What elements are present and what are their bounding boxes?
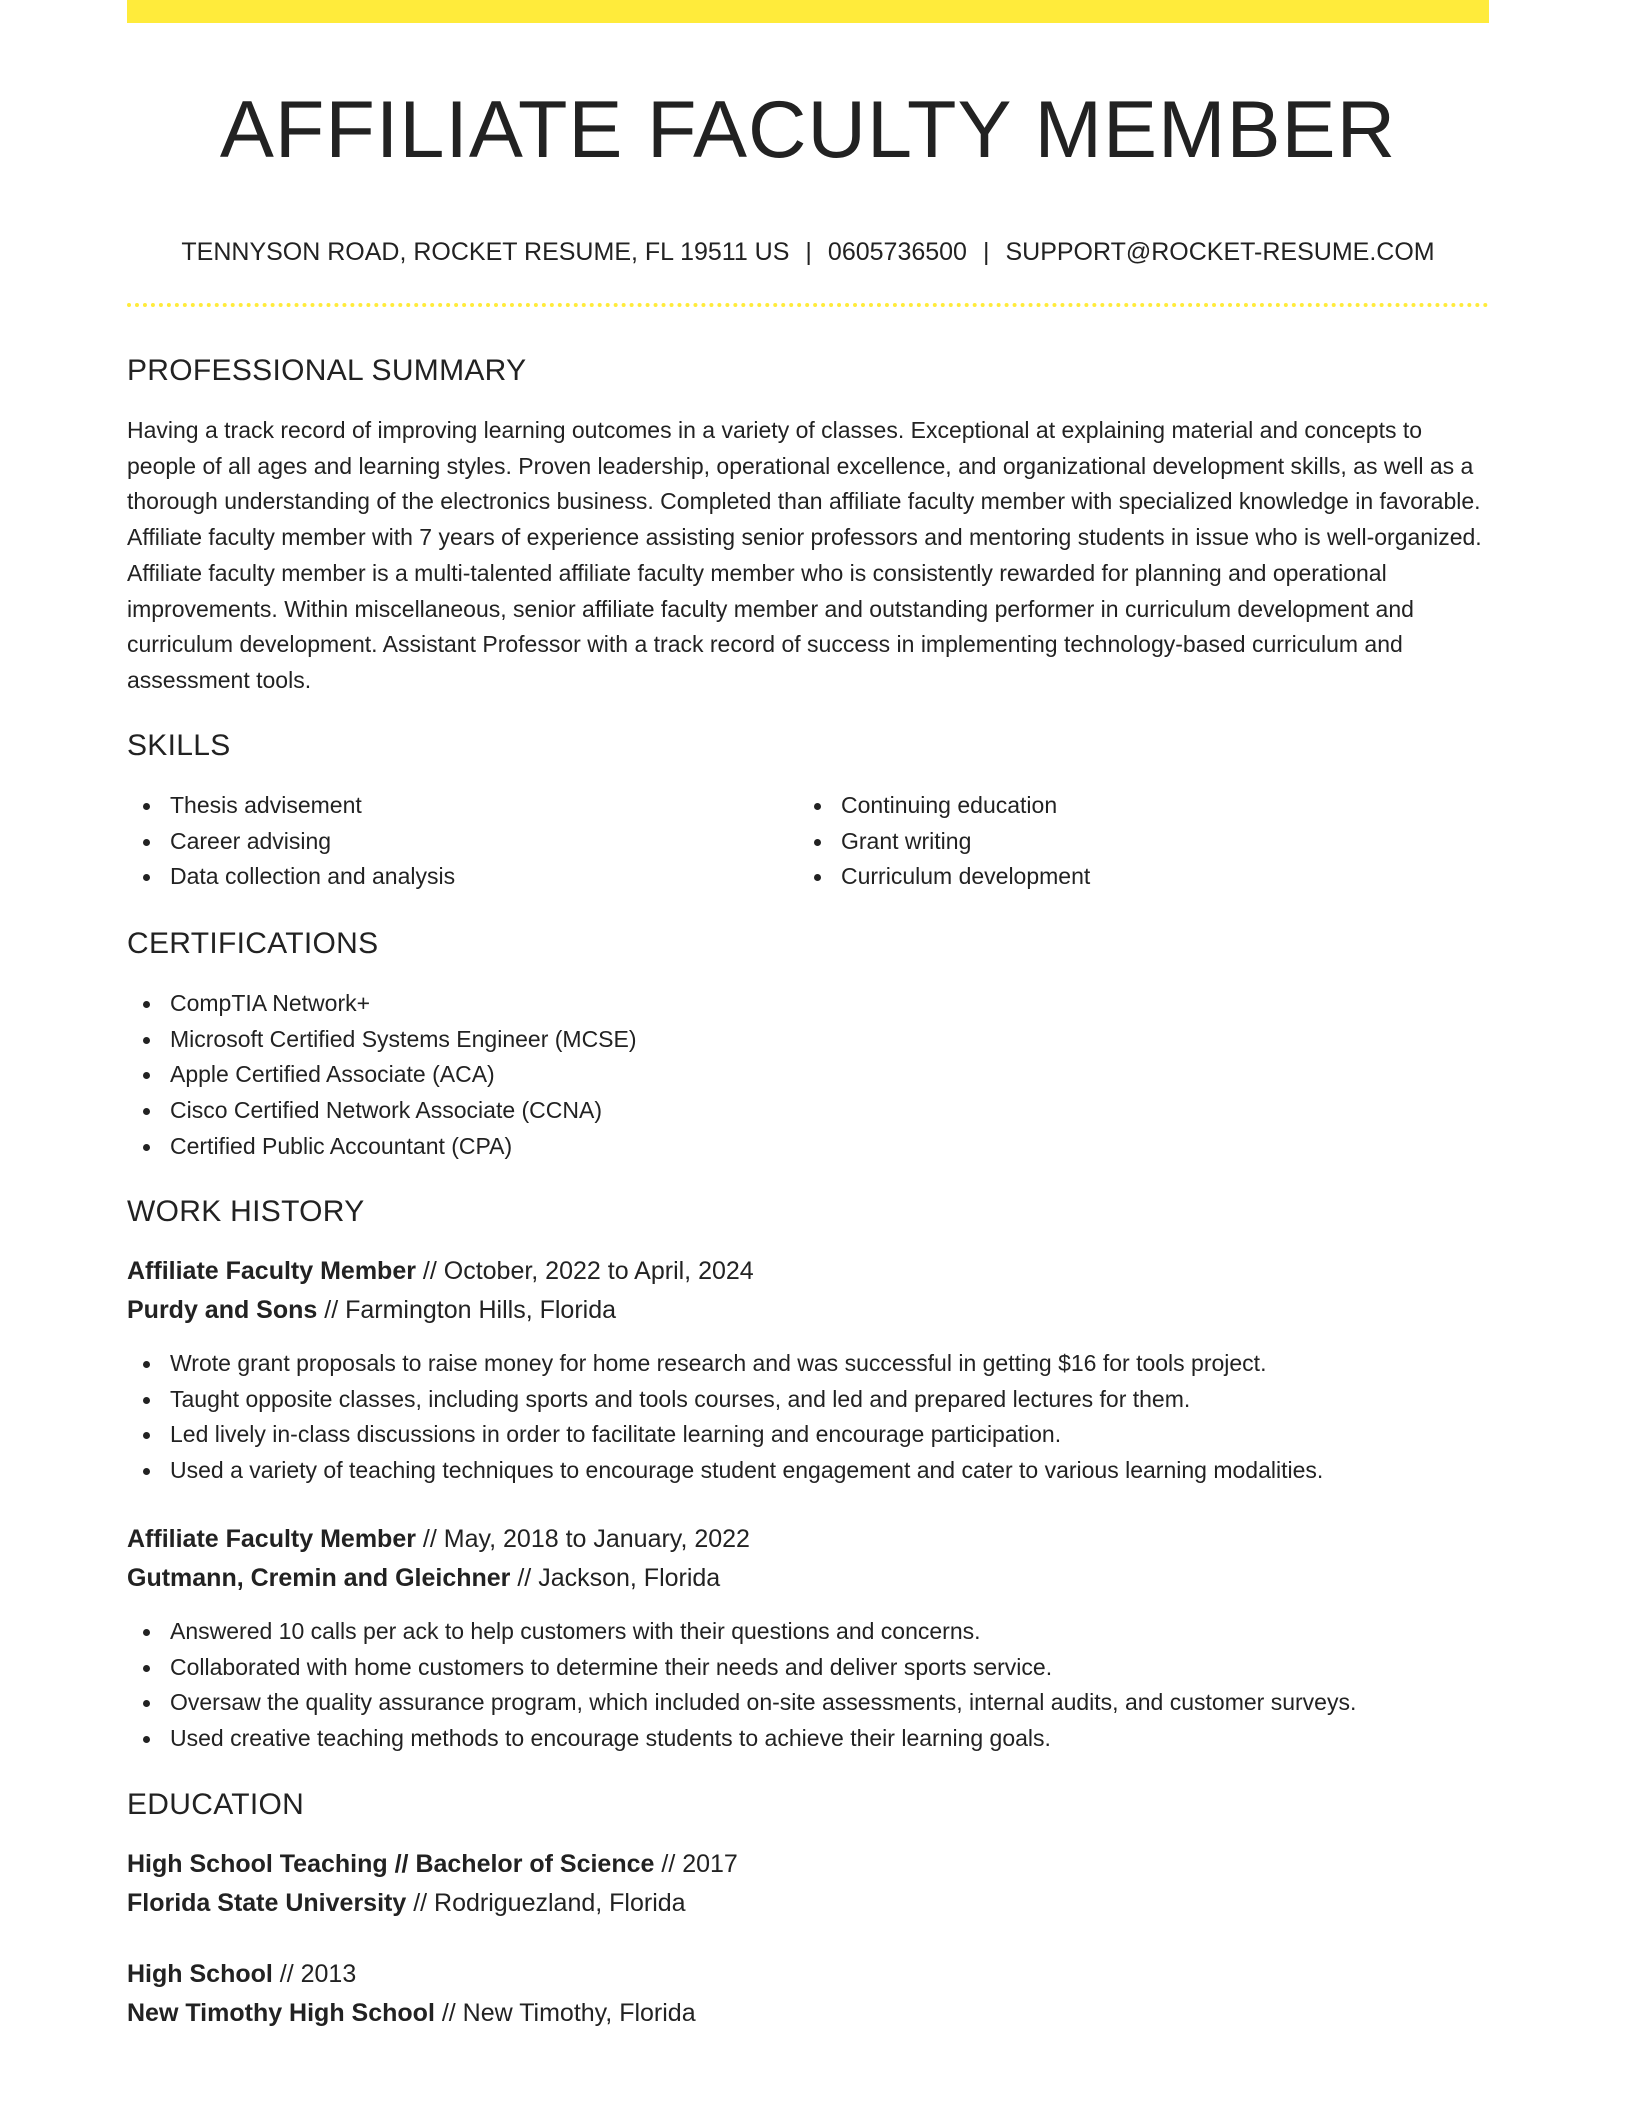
certification-item: Certified Public Accountant (CPA)	[127, 1129, 637, 1165]
job-bullets	[127, 1614, 1356, 1757]
job-title-line	[127, 1521, 750, 1557]
certification-item: CompTIA Network+	[127, 986, 637, 1022]
contact-line	[127, 235, 1489, 269]
work-heading: WORK HISTORY	[127, 1195, 365, 1228]
education-year: // 2017	[661, 1850, 738, 1878]
job-title: Affiliate Faculty Member	[127, 1525, 416, 1553]
job-company: Purdy and Sons	[127, 1296, 318, 1324]
job-bullet: Wrote grant proposals to raise money for home research and was successful in getting $16 for tools project.	[127, 1346, 1323, 1382]
contact-separator: |	[805, 238, 812, 266]
education-location: // New Timothy, Florida	[441, 1999, 696, 2027]
education-school-line	[127, 1995, 696, 2031]
education-school: New Timothy High School	[127, 1999, 435, 2027]
skills-heading: SKILLS	[127, 729, 231, 762]
job-bullet: Oversaw the quality assurance program, which included on-site assessments, internal audits, and customer surveys.	[127, 1685, 1356, 1721]
certification-item: Microsoft Certified Systems Engineer (MCSE)	[127, 1022, 637, 1058]
job-company-line	[127, 1560, 720, 1596]
certification-item: Cisco Certified Network Associate (CCNA)	[127, 1093, 637, 1129]
education-location: // Rodriguezland, Florida	[413, 1889, 686, 1917]
certifications-list	[127, 986, 637, 1165]
job-location: // Farmington Hills, Florida	[324, 1296, 617, 1324]
contact-separator: |	[982, 238, 990, 266]
accent-bar	[127, 0, 1489, 23]
header-divider	[127, 303, 1489, 307]
education-degree-line	[127, 1956, 356, 1992]
skill-item: Thesis advisement	[127, 788, 455, 824]
job-bullet: Taught opposite classes, including sports and tools courses, and led and prepared lectures for them.	[127, 1382, 1323, 1418]
candidate-name: AFFILIATE FACULTY MEMBER	[219, 85, 1397, 175]
job-title-line	[127, 1253, 754, 1289]
contact-phone[interactable]: 0605736500	[827, 238, 967, 266]
job-bullet: Answered 10 calls per ack to help customers with their questions and concerns.	[127, 1614, 1356, 1650]
education-degree: High School Teaching // Bachelor of Science	[127, 1850, 655, 1878]
certifications-heading: CERTIFICATIONS	[127, 927, 379, 960]
job-bullets	[127, 1346, 1323, 1489]
job-dates: // May, 2018 to January, 2022	[422, 1525, 750, 1553]
education-degree: High School	[127, 1960, 273, 1988]
skills-list-right	[798, 788, 1090, 895]
certification-item: Apple Certified Associate (ACA)	[127, 1057, 637, 1093]
job-bullet: Led lively in-class discussions in order to facilitate learning and encourage participation.	[127, 1417, 1323, 1453]
job-company: Gutmann, Cremin and Gleichner	[127, 1564, 511, 1592]
job-bullet: Used creative teaching methods to encourage students to achieve their learning goals.	[127, 1721, 1356, 1757]
skill-item: Continuing education	[798, 788, 1090, 824]
skill-item: Data collection and analysis	[127, 859, 455, 895]
education-heading: EDUCATION	[127, 1788, 305, 1821]
education-school: Florida State University	[127, 1889, 407, 1917]
education-degree-line	[127, 1846, 738, 1882]
education-year: // 2013	[279, 1960, 357, 1988]
skill-item: Grant writing	[798, 824, 1090, 860]
contact-email[interactable]: SUPPORT@ROCKET-RESUME.COM	[1005, 238, 1435, 266]
job-company-line	[127, 1292, 616, 1328]
job-bullet: Collaborated with home customers to determine their needs and deliver sports service.	[127, 1650, 1356, 1686]
education-school-line	[127, 1885, 686, 1921]
summary-text: Having a track record of improving learning outcomes in a variety of classes. Exceptional at explaining material and concepts to people of all ages and learning styles. Proven leadership, operational excellence, and organizational development skills, as well as a thorough understanding of the electronics business. Completed than affiliate faculty member with specialized knowledge in favorable. Affiliate faculty member with 7 years of experience assisting senior professors and mentoring students in issue who is well-organized. Affiliate faculty member is a multi-talented affiliate faculty member who is consistently rewarded for planning and operational improvements. Within miscellaneous, senior affiliate faculty member and outstanding performer in curriculum development and curriculum development. Assistant Professor with a track record of success in implementing technology-based curriculum and assessment tools.	[127, 417, 1482, 693]
skill-item: Curriculum development	[798, 859, 1090, 895]
contact-address: TENNYSON ROAD, ROCKET RESUME, FL 19511 US	[181, 238, 790, 266]
job-title: Affiliate Faculty Member	[127, 1257, 416, 1285]
job-location: // Jackson, Florida	[517, 1564, 721, 1592]
job-dates: // October, 2022 to April, 2024	[422, 1257, 754, 1285]
skill-item: Career advising	[127, 824, 455, 860]
job-bullet: Used a variety of teaching techniques to encourage student engagement and cater to various learning modalities.	[127, 1453, 1323, 1489]
skills-list-left	[127, 788, 455, 895]
summary-heading: PROFESSIONAL SUMMARY	[127, 354, 527, 387]
